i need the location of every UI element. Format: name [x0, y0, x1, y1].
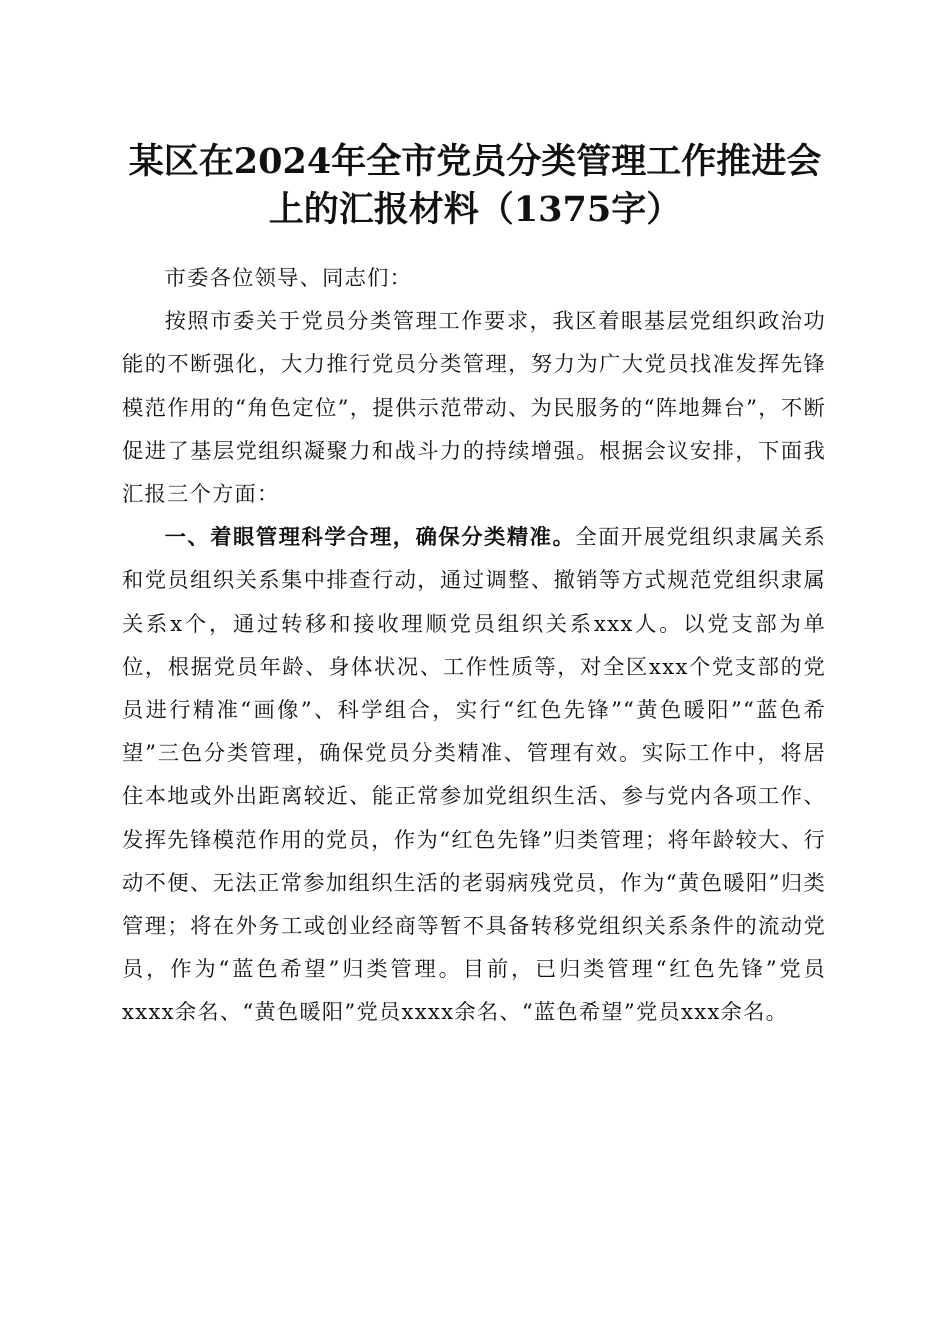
document-title	[110, 138, 840, 234]
title-line-1: 某区在2024年全市党员分类管理工作推进会	[128, 141, 822, 182]
section-1-heading: 一、着眼管理科学合理，确保分类精准。	[164, 525, 576, 551]
intro-paragraph: 按照市委关于党员分类管理工作要求，我区着眼基层党组织政治功能的不断强化，大力推行党员分类管理，努力为广大党员找准发挥先锋模范作用的“角色定位”，提供示范带动、为民服务的“阵地舞台”，不断促进了基层党组织凝聚力和战斗力的持续增强。根据会议安排，下面我汇报三个方面：	[122, 309, 826, 508]
document-body	[122, 257, 826, 1035]
title-line-2: 上的汇报材料（1375字）	[268, 189, 682, 230]
section-1-paragraph	[122, 516, 826, 1034]
salutation-paragraph: 市委各位领导、同志们：	[164, 266, 413, 291]
section-1-body: 全面开展党组织隶属关系和党员组织关系集中排查行动，通过调整、撤销等方式规范党组织隶属关系x个，通过转移和接收理顺党员组织关系xxx人。以党支部为单位，根据党员年龄、身体状况、工作性质等，对全区xxx个党支部的党员进行精准“画像”、科学组合，实行“红色先锋”“黄色暖阳”“蓝色希望”三色分类管理，确保党员分类精准、管理有效。实际工作中，将居住本地或外出距离较近、能正常参加党组织生活、参与党内各项工作、发挥先锋模范作用的党员，作为“红色先锋”归类管理；将年龄较大、行动不便、无法正常参加组织生活的老弱病残党员，作为“黄色暖阳”归类管理；将在外务工或创业经商等暂不具备转移党组织关系条件的流动党员，作为“蓝色希望”归类管理。目前，已归类管理“红色先锋”党员xxxx余名、“黄色暖阳”党员xxxx余名、“蓝色希望”党员xxx余名。	[122, 525, 827, 1026]
